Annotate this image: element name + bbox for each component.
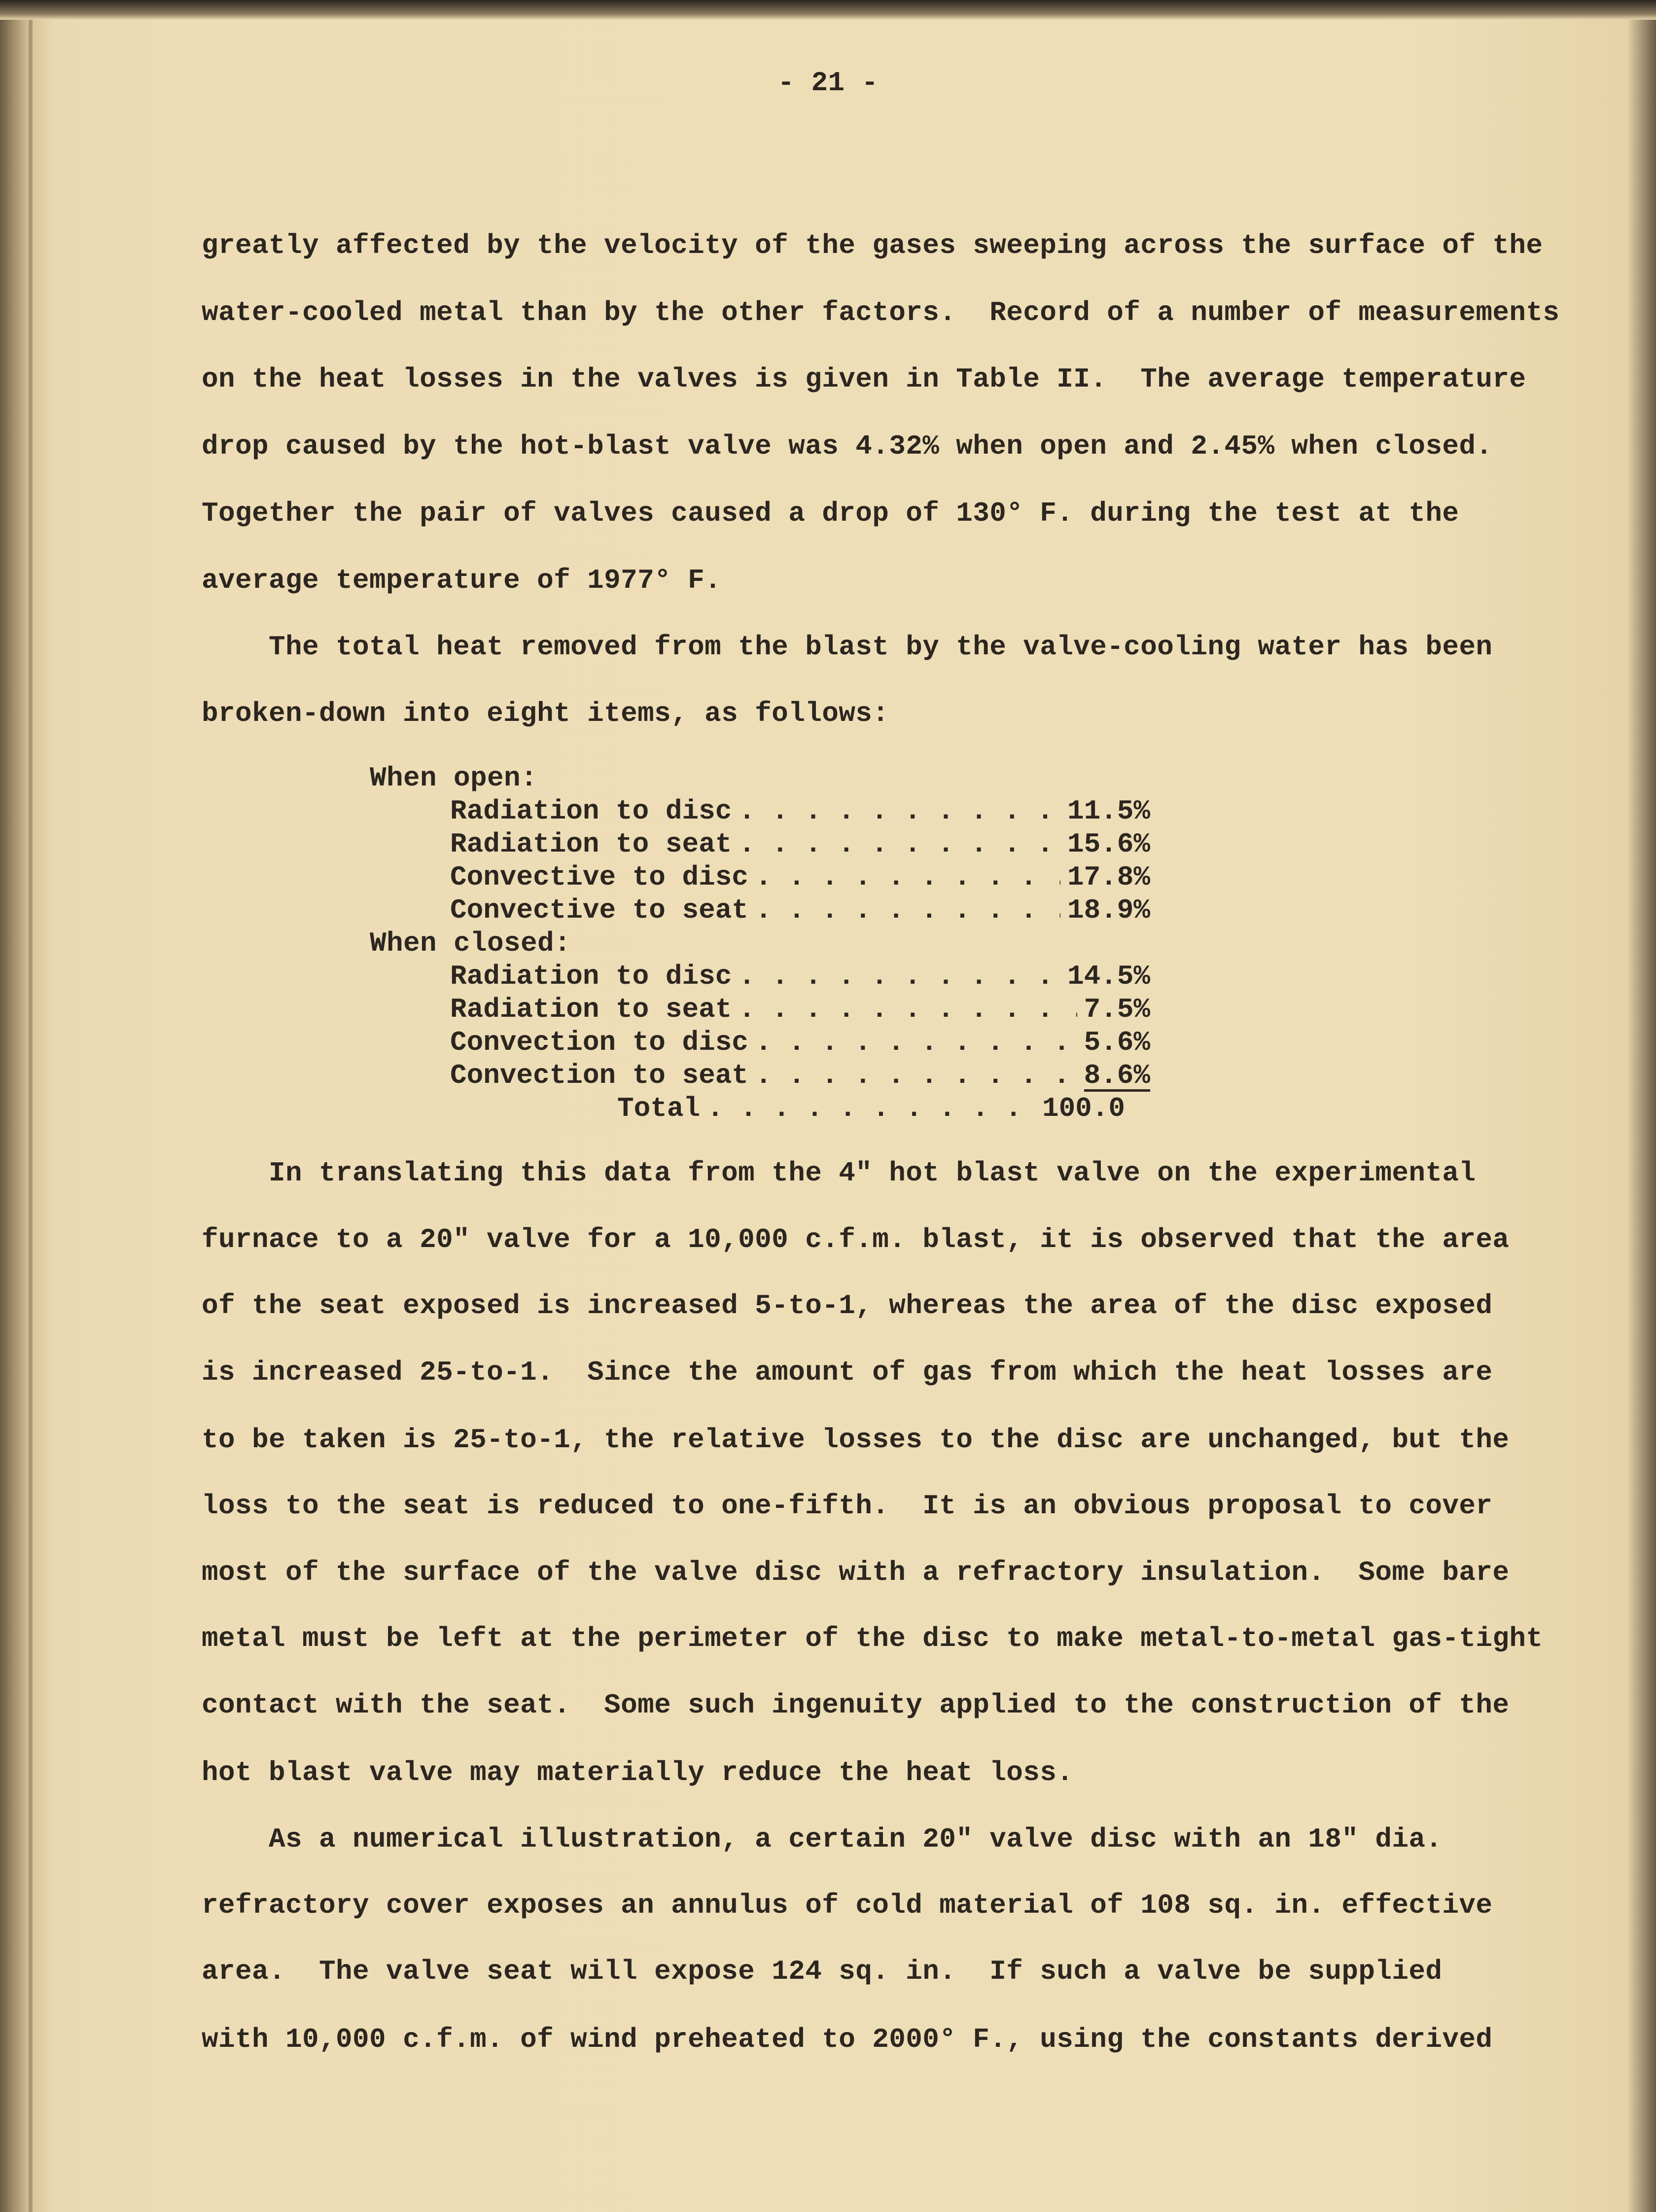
text-line: furnace to a 20" valve for a 10,000 c.f.m. blast, it is observed that the area: [202, 1224, 1510, 1255]
text-line: drop caused by the hot-blast valve was 4.32% when open and 2.45% when closed.: [202, 430, 1493, 462]
row-value: 8.6%: [1084, 1060, 1150, 1091]
row-label: Radiation to disc: [450, 961, 732, 992]
text-line: with 10,000 c.f.m. of wind preheated to 2000° F., using the constants derived: [202, 2024, 1493, 2055]
text-line: loss to the seat is reduced to one-fifth. It is an obvious proposal to cover: [202, 1490, 1493, 1522]
row-label: Radiation to seat: [450, 828, 732, 860]
text-line: on the heat losses in the valves is given in Table II. The average temperature: [202, 363, 1526, 395]
text-line: area. The valve seat will expose 124 sq. in. If such a valve be supplied: [202, 1956, 1443, 1987]
text-line: contact with the seat. Some such ingenuity applied to the construction of the: [202, 1689, 1510, 1721]
breakdown-row: [450, 963, 1150, 992]
breakdown-row: [450, 1029, 1150, 1058]
page-number: - 21 -: [777, 67, 879, 99]
leader-dots: [755, 863, 1060, 891]
row-label: Radiation to seat: [450, 994, 732, 1025]
leader-dots: [739, 830, 1060, 858]
binding-shadow: [29, 20, 33, 2212]
row-label: Radiation to disc: [450, 795, 732, 827]
text-line: to be taken is 25-to-1, the relative losses to the disc are unchanged, but the: [202, 1424, 1510, 1456]
row-value: 5.6%: [1084, 1027, 1150, 1058]
open-heading: When open:: [370, 762, 538, 794]
row-value: 14.5%: [1067, 961, 1150, 992]
total-value: 100.0: [1042, 1093, 1125, 1124]
page-top-edge: [0, 0, 1656, 20]
text-line: is increased 25-to-1. Since the amount of gas from which the heat losses are: [202, 1356, 1493, 1388]
breakdown-row: [450, 797, 1150, 827]
breakdown-row: [450, 863, 1150, 893]
leader-dots: [707, 1095, 1035, 1122]
text-line: greatly affected by the velocity of the gases sweeping across the surface of the: [202, 230, 1543, 261]
breakdown-row: [450, 996, 1150, 1025]
text-line: of the seat exposed is increased 5-to-1, whereas the area of the disc exposed: [202, 1290, 1493, 1321]
row-value: 11.5%: [1067, 795, 1150, 827]
leader-dots: [739, 996, 1077, 1023]
text-line: refractory cover exposes an annulus of cold material of 108 sq. in. effective: [202, 1890, 1493, 1921]
row-label: Convection to seat: [450, 1060, 748, 1091]
text-line: water-cooled metal than by the other factors. Record of a number of measurements: [202, 297, 1560, 328]
text-line: As a numerical illustration, a certain 20" valve disc with an 18" dia.: [202, 1823, 1443, 1855]
text-line: The total heat removed from the blast by the valve-cooling water has been: [202, 631, 1493, 663]
breakdown-row: [450, 1062, 1150, 1091]
breakdown-row: [450, 830, 1150, 860]
total-label: Total: [617, 1093, 701, 1124]
text-line: broken-down into eight items, as follows:: [202, 698, 889, 729]
leader-dots: [755, 1029, 1077, 1056]
row-value: 15.6%: [1067, 828, 1150, 860]
leader-dots: [755, 896, 1060, 924]
text-line: hot blast valve may materially reduce the heat loss.: [202, 1757, 1074, 1788]
row-label: Convection to disc: [450, 1027, 748, 1058]
total-row: [617, 1095, 1125, 1124]
text-line: Together the pair of valves caused a drop of 130° F. during the test at the: [202, 498, 1459, 529]
leader-dots: [739, 797, 1060, 825]
text-line: most of the surface of the valve disc with a refractory insulation. Some bare: [202, 1557, 1510, 1588]
text-line: metal must be left at the perimeter of the disc to make metal-to-metal gas-tight: [202, 1623, 1543, 1654]
leader-dots: [755, 1062, 1077, 1089]
text-line: average temperature of 1977° F.: [202, 565, 722, 596]
row-label: Convective to seat: [450, 894, 748, 926]
row-value: 18.9%: [1067, 894, 1150, 926]
leader-dots: [739, 963, 1060, 990]
row-label: Convective to disc: [450, 861, 748, 893]
breakdown-row: [450, 896, 1150, 926]
row-value: 17.8%: [1067, 861, 1150, 893]
text-line: In translating this data from the 4" hot blast valve on the experimental: [202, 1157, 1476, 1189]
closed-heading: When closed:: [370, 928, 571, 959]
row-value: 7.5%: [1084, 994, 1150, 1025]
